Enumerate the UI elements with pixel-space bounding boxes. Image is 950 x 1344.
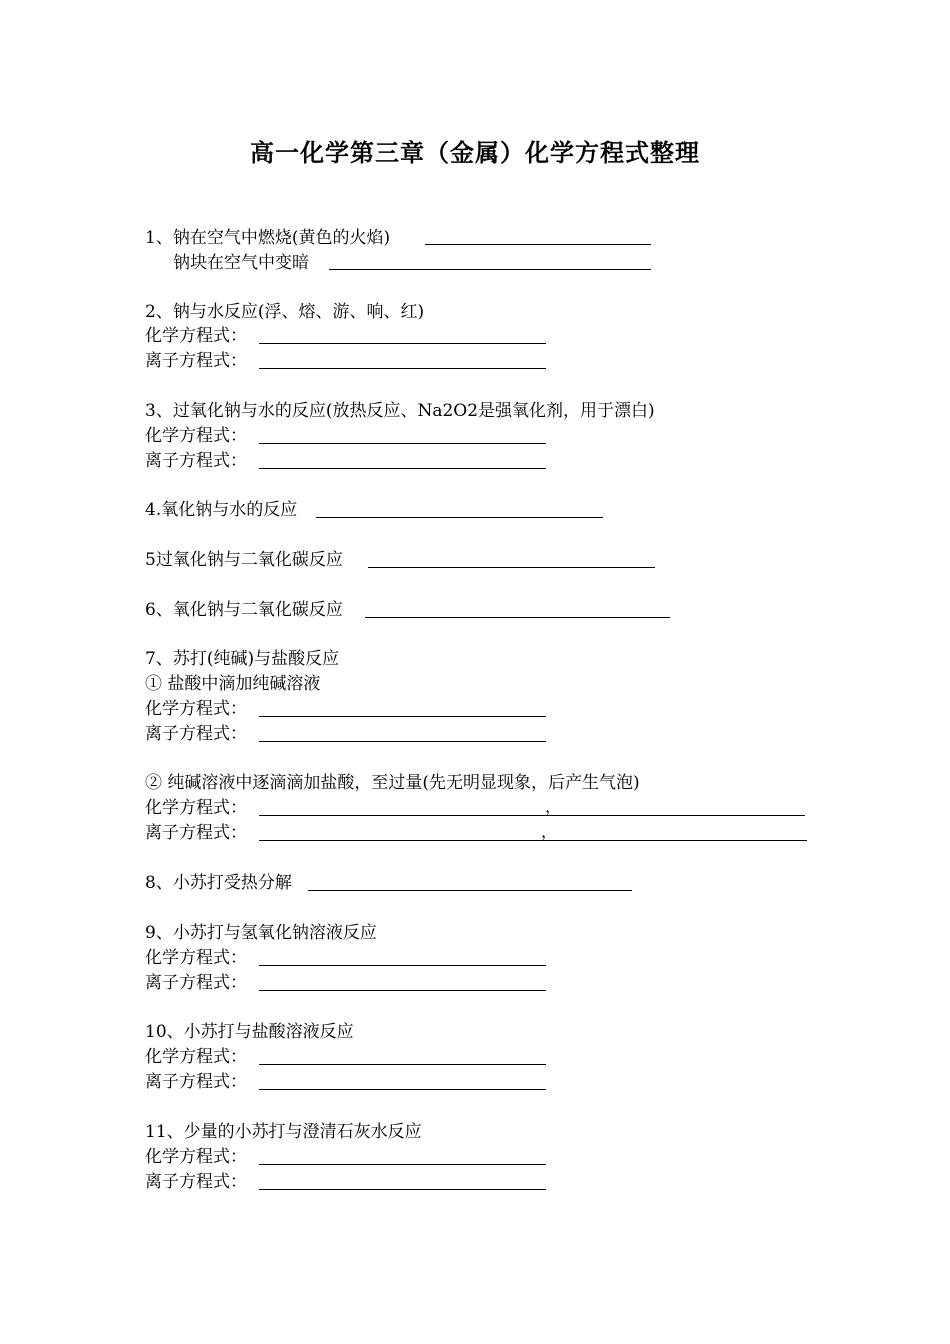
answer-blank-1a[interactable]	[425, 244, 651, 245]
page-title: 高一化学第三章（金属）化学方程式整理	[250, 138, 700, 167]
answer-blank-8[interactable]	[308, 890, 632, 891]
ion-equation-label: 离子方程式：	[145, 1172, 247, 1192]
question-11-heading: 11、少量的小苏打与澄清石灰水反应	[145, 1122, 422, 1142]
question-6-heading: 6、氧化钠与二氧化碳反应	[145, 600, 343, 620]
chem-equation-label: 化学方程式：	[145, 326, 247, 346]
question-3-heading: 3、过氧化钠与水的反应(放热反应、Na2O2是强氧化剂，用于漂白)	[145, 401, 655, 421]
answer-blank-7b-chem[interactable]	[259, 815, 805, 816]
blank-separator: ，	[541, 822, 558, 841]
question-8-heading: 8、小苏打受热分解	[145, 873, 292, 893]
answer-blank-9-chem[interactable]	[259, 965, 546, 966]
answer-blank-7a-chem[interactable]	[259, 716, 546, 717]
chem-equation-label: 化学方程式：	[145, 426, 247, 446]
answer-blank-5[interactable]	[368, 567, 655, 568]
question-10-heading: 10、小苏打与盐酸溶液反应	[145, 1022, 354, 1042]
chem-equation-label: 化学方程式：	[145, 1047, 247, 1067]
ion-equation-label: 离子方程式：	[145, 1072, 247, 1092]
answer-blank-11-ion[interactable]	[259, 1189, 546, 1190]
answer-blank-11-chem[interactable]	[259, 1164, 546, 1165]
answer-blank-2-ion[interactable]	[259, 368, 546, 369]
question-7-heading: 7、苏打(纯碱)与盐酸反应	[145, 649, 340, 669]
question-4-heading: 4.氧化钠与水的反应	[145, 500, 298, 520]
answer-blank-4[interactable]	[316, 517, 603, 518]
question-2-heading: 2、钠与水反应(浮、熔、游、响、红)	[145, 302, 425, 322]
blank-separator: ，	[545, 797, 562, 816]
answer-blank-2-chem[interactable]	[259, 343, 546, 344]
chem-equation-label: 化学方程式：	[145, 1147, 247, 1167]
answer-blank-3-chem[interactable]	[259, 443, 546, 444]
chem-equation-label: 化学方程式：	[145, 948, 247, 968]
question-7-part-2: ② 纯碱溶液中逐滴滴加盐酸，至过量(先无明显现象，后产生气泡)	[145, 773, 640, 793]
question-7-part-1: ① 盐酸中滴加纯碱溶液	[145, 674, 321, 694]
answer-blank-6[interactable]	[365, 617, 670, 618]
ion-equation-label: 离子方程式：	[145, 351, 247, 371]
ion-equation-label: 离子方程式：	[145, 724, 247, 744]
question-5-heading: 5过氧化钠与二氧化碳反应	[145, 550, 343, 570]
question-9-heading: 9、小苏打与氢氧化钠溶液反应	[145, 923, 377, 943]
ion-equation-label: 离子方程式：	[145, 451, 247, 471]
answer-blank-7a-ion[interactable]	[259, 741, 546, 742]
chem-equation-label: 化学方程式：	[145, 798, 247, 818]
answer-blank-9-ion[interactable]	[259, 990, 546, 991]
answer-blank-10-chem[interactable]	[259, 1064, 546, 1065]
chem-equation-label: 化学方程式：	[145, 699, 247, 719]
answer-blank-1b[interactable]	[329, 269, 651, 270]
answer-blank-7b-ion[interactable]	[259, 840, 807, 841]
ion-equation-label: 离子方程式：	[145, 823, 247, 843]
answer-blank-3-ion[interactable]	[259, 468, 546, 469]
question-1-sub: 钠块在空气中变暗	[173, 253, 309, 273]
ion-equation-label: 离子方程式：	[145, 973, 247, 993]
answer-blank-10-ion[interactable]	[259, 1089, 546, 1090]
question-1-heading: 1、钠在空气中燃烧(黄色的火焰)	[145, 228, 391, 248]
